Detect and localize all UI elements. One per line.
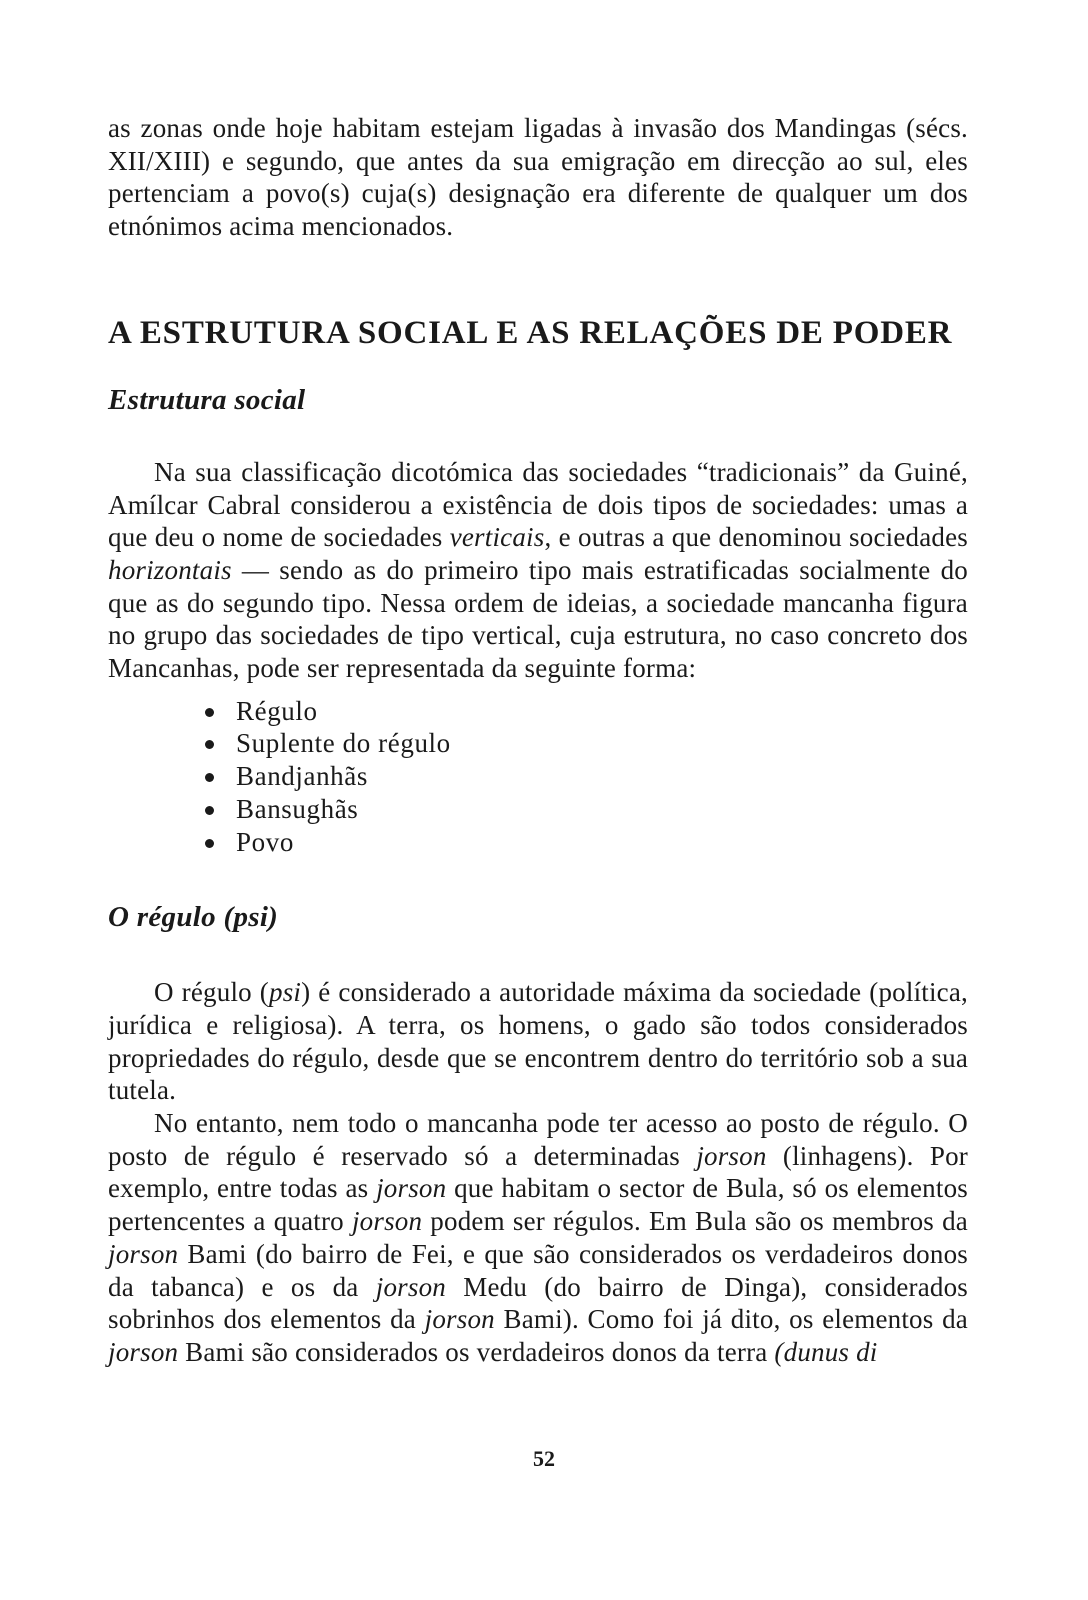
text-run: No entanto, nem todo o mancanha pode ter acesso ao posto de régulo. O posto de régulo é reservado só a determinadas — [108, 1108, 968, 1171]
list-item — [203, 793, 968, 826]
italic-term: jorson — [108, 1336, 179, 1367]
italic-term: jorson — [108, 1238, 179, 1269]
subsection-heading-estrutura-social: Estrutura social — [108, 383, 306, 416]
text-run: Bami). Como foi já dito, os elementos da — [494, 1304, 968, 1335]
bullet-icon — [205, 773, 214, 782]
italic-term: jorson — [696, 1140, 767, 1171]
paragraph-classification — [108, 456, 968, 685]
text-run: Bami (do bairro de Fei, e que são considerados os verdadeiros donos da tabanca) e os da — [108, 1238, 968, 1302]
italic-term: jorson — [376, 1173, 447, 1204]
section-title: A ESTRUTURA SOCIAL E AS RELAÇÕES DE PODER — [108, 314, 953, 351]
page-number: 52 — [533, 1446, 555, 1471]
italic-term: jorson — [351, 1206, 423, 1237]
text-run: O régulo ( — [154, 977, 269, 1008]
subsection-heading-regulo: O régulo (psi) — [108, 901, 279, 934]
text-run: — sendo as do primeiro tipo mais estratificadas socialmente do que as do segundo tipo. Nessa ordem de ideias, a sociedade mancanha figura no grupo das sociedades de tipo vertical, cuja estrutura, no caso concreto dos Mancanhas, pode ser representada da seguinte forma: — [108, 554, 968, 684]
page-body — [108, 112, 968, 1369]
list-item — [203, 760, 968, 793]
italic-term: psi — [269, 977, 302, 1008]
list-item-label: Bansughãs — [236, 793, 359, 824]
paragraph-regulo-access — [108, 1107, 968, 1369]
bullet-icon — [205, 839, 214, 848]
italic-term: horizontais — [108, 554, 232, 585]
hierarchy-list — [108, 695, 968, 859]
list-item — [203, 695, 968, 728]
text-run: (linhagens). Por exemplo, entre todas as — [108, 1140, 968, 1204]
list-item — [203, 826, 968, 859]
italic-term: jorson — [424, 1304, 495, 1335]
text-run: Na sua classificação dicotómica das sociedades “tradicionais” da Guiné, Amílcar Cabral considerou a existência de dois tipos de sociedades: umas a que deu o nome de sociedades — [108, 456, 968, 553]
bullet-icon — [205, 806, 214, 815]
italic-term: jorson — [375, 1271, 446, 1302]
italic-term: verticais — [449, 522, 545, 553]
list-item — [203, 727, 968, 760]
italic-term: (dunus di — [774, 1336, 878, 1367]
list-item-label: Bandjanhãs — [236, 761, 368, 792]
text-run: , e outras a que denominou sociedades — [544, 522, 968, 553]
bullet-icon — [205, 740, 214, 749]
list-item-label: Suplente do régulo — [236, 728, 451, 759]
text-run: ) é considerado a autoridade máxima da sociedade (política, jurídica e religiosa). A terra, os homens, o gado são todos considerados propriedades do régulo, desde que se encontrem dentro do território sob a sua tutela. — [108, 977, 968, 1106]
text-run: que habitam o sector de Bula, só os elementos pertencentes a quatro — [108, 1173, 968, 1237]
list-item-label: Povo — [236, 826, 294, 857]
text-run: Bami são considerados os verdadeiros donos da terra — [178, 1336, 775, 1367]
text-run: Medu (do bairro de Dinga), considerados sobrinhos dos elementos da — [108, 1271, 969, 1335]
paragraph-regulo-authority — [108, 976, 968, 1107]
intro-paragraph: as zonas onde hoje habitam estejam ligadas à invasão dos Mandingas (sécs. XII/XIII) e segundo, que antes da sua emigração em direcção ao sul, eles pertenciam a povo(s) cuja(s) designação era diferente de qualquer um dos etnónimos acima mencionados. — [108, 113, 968, 242]
bullet-icon — [205, 708, 214, 717]
text-run: podem ser régulos. Em Bula são os membros da — [422, 1206, 968, 1237]
list-item-label: Régulo — [236, 695, 318, 726]
